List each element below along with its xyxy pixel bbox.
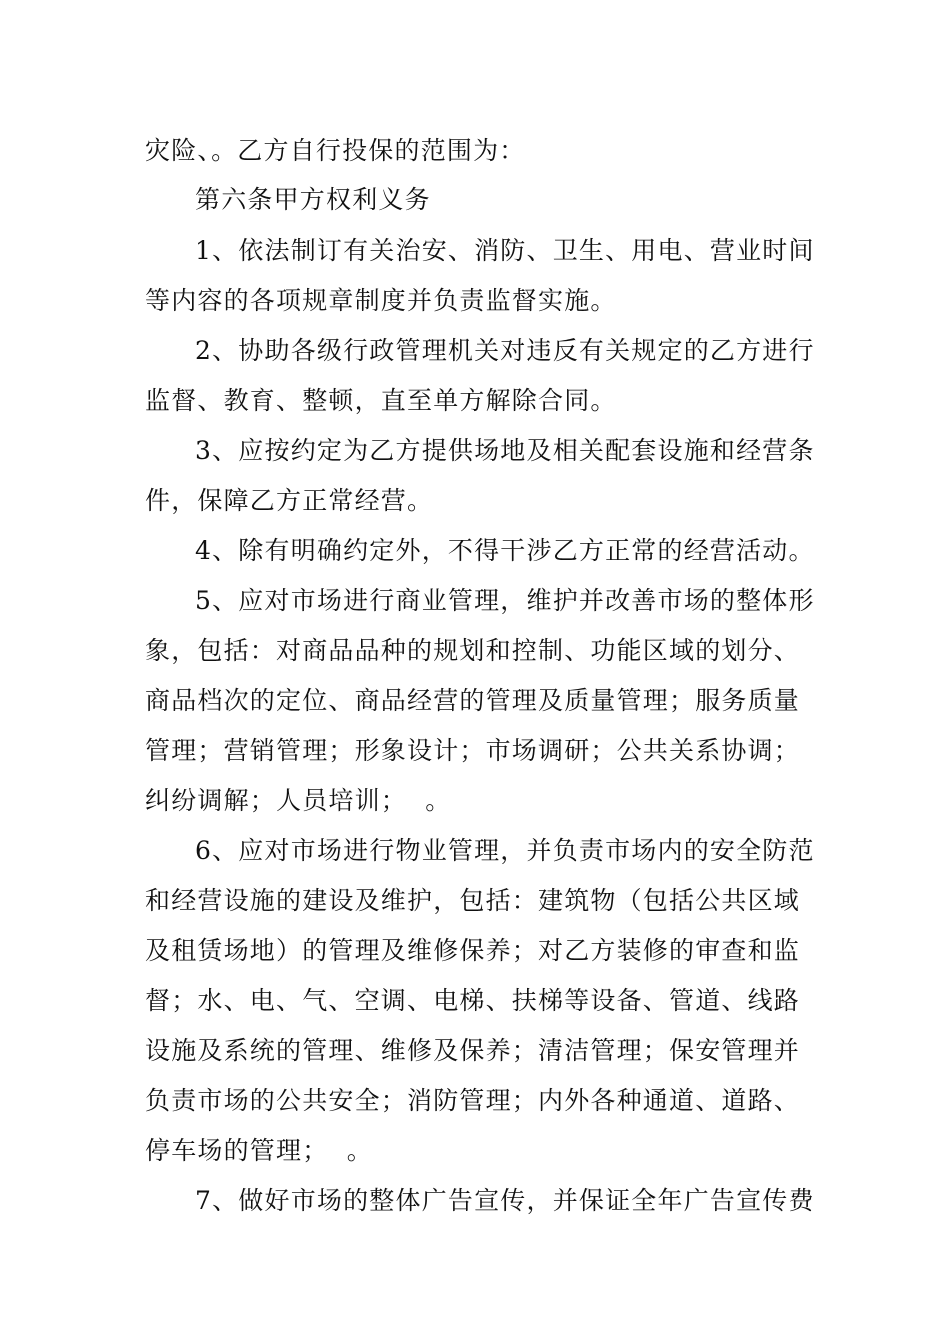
text-line: 1、依法制订有关治安、消防、卫生、用电、营业时间 [195,236,815,265]
text-line: 2、协助各级行政管理机关对违反有关规定的乙方进行 [195,336,815,365]
text-line: 及租赁场地）的管理及维修保养；对乙方装修的审查和监 [145,936,801,965]
text-line: 督；水、电、气、空调、电梯、扶梯等设备、管道、线路 [145,986,801,1015]
text-line: 纠纷调解；人员培训； 。 [145,786,452,815]
text-line: 和经营设施的建设及维护，包括：建筑物（包括公共区域 [145,886,801,915]
text-line: 7、做好市场的整体广告宣传，并保证全年广告宣传费 [195,1186,815,1215]
text-line: 管理；营销管理；形象设计；市场调研；公共关系协调； [145,736,801,765]
text-line: 设施及系统的管理、维修及保养；清洁管理；保安管理并 [145,1036,801,1065]
text-line: 6、应对市场进行物业管理，并负责市场内的安全防范 [195,836,815,865]
text-line: 象，包括：对商品品种的规划和控制、功能区域的划分、 [145,636,801,665]
text-line: 3、应按约定为乙方提供场地及相关配套设施和经营条 [195,436,815,465]
text-line: 灾险、。乙方自行投保的范围为： [145,136,526,165]
text-line: 停车场的管理； 。 [145,1136,373,1165]
text-line: 商品档次的定位、商品经营的管理及质量管理；服务质量 [145,686,801,715]
text-line: 4、除有明确约定外，不得干涉乙方正常的经营活动。 [195,536,815,565]
text-line: 件，保障乙方正常经营。 [145,486,434,515]
text-line: 等内容的各项规章制度并负责监督实施。 [145,286,617,315]
section-heading: 第六条甲方权利义务 [195,185,431,214]
text-line: 负责市场的公共安全；消防管理；内外各种通道、道路、 [145,1086,801,1115]
text-line: 监督、教育、整顿，直至单方解除合同。 [145,386,617,415]
text-line: 5、应对市场进行商业管理，维护并改善市场的整体形 [195,586,815,615]
